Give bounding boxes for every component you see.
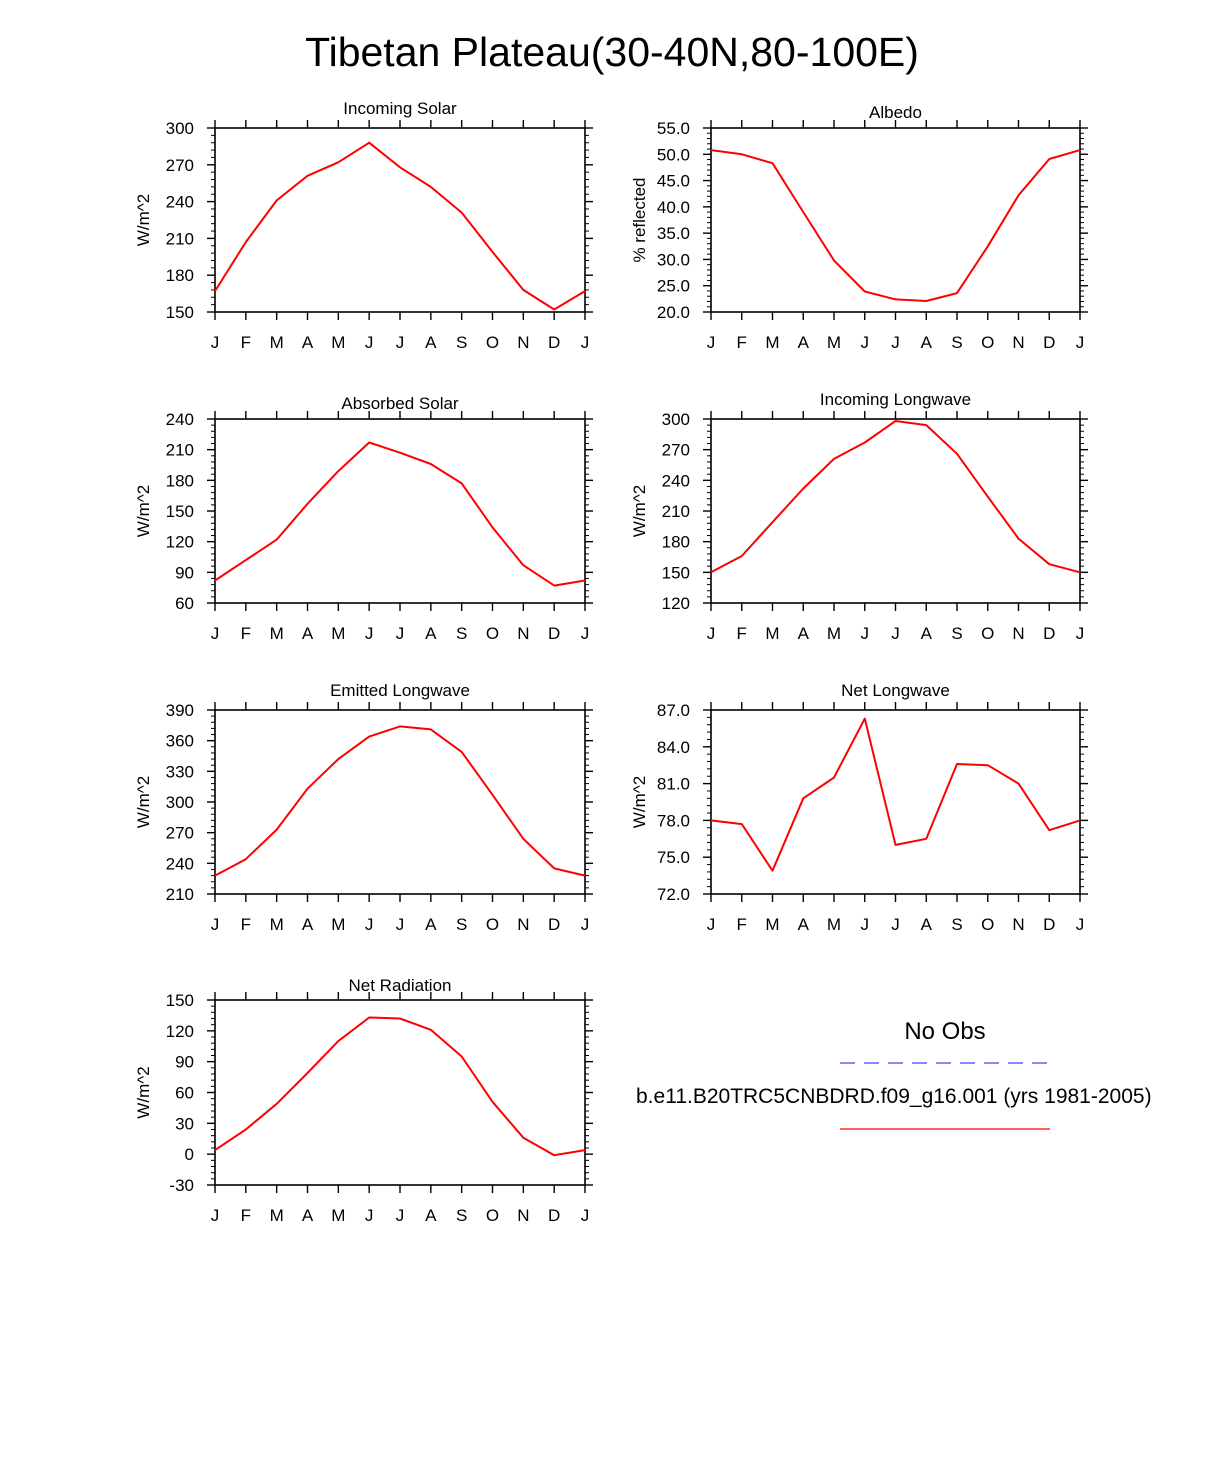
y-tick-label: 180 (661, 532, 690, 552)
x-tick-label: J (580, 1206, 590, 1225)
x-tick-label: A (425, 915, 437, 934)
y-tick-label: 210 (165, 885, 194, 904)
y-tick-label: 360 (165, 731, 194, 751)
x-tick-label: J (364, 915, 374, 934)
x-tick-label: J (1075, 333, 1085, 352)
y-tick-label: 90 (175, 563, 194, 583)
x-tick-label: A (301, 624, 314, 643)
x-tick-label: S (455, 333, 468, 352)
x-tick-label: A (920, 624, 932, 643)
y-tick-label: 240 (165, 192, 194, 212)
x-tick-label: O (981, 333, 995, 352)
y-tick-label: 45.0 (656, 171, 690, 191)
x-tick-label: M (826, 915, 842, 934)
x-tick-label: O (485, 333, 500, 352)
y-tick-label: 210 (165, 229, 194, 249)
y-tick-label: 210 (165, 440, 194, 460)
x-tick-label: N (517, 333, 530, 352)
y-tick-label: 270 (661, 440, 690, 460)
x-tick-label: J (860, 915, 869, 934)
x-tick-label: J (210, 624, 220, 643)
y-tick-label: 120 (165, 1021, 194, 1041)
y-tick-label: 60 (175, 1083, 194, 1103)
x-tick-label: D (548, 624, 561, 643)
x-tick-label: F (240, 333, 252, 352)
x-tick-label: S (455, 624, 468, 643)
x-tick-label: N (1012, 624, 1025, 643)
x-tick-label: M (765, 333, 780, 352)
x-tick-label: J (210, 1206, 220, 1225)
legend-model-label: b.e11.B20TRC5CNBDRD.f09_g16.001 (yrs 1981-2005) (636, 1085, 1152, 1108)
chart-title: Net Radiation (348, 976, 452, 995)
x-tick-label: M (269, 915, 284, 934)
x-tick-label: M (331, 624, 346, 643)
x-tick-label: A (920, 333, 932, 352)
x-tick-label: A (797, 915, 809, 934)
x-tick-label: J (580, 624, 590, 643)
y-tick-label: 270 (165, 823, 194, 843)
x-tick-label: J (395, 624, 405, 643)
x-tick-label: J (364, 624, 374, 643)
x-tick-label: N (1012, 915, 1025, 934)
x-tick-label: D (1043, 333, 1056, 352)
x-tick-label: M (765, 915, 780, 934)
x-tick-label: J (860, 624, 869, 643)
chart-title: Absorbed Solar (341, 394, 459, 413)
y-tick-label: 84.0 (656, 737, 690, 757)
y-tick-label: 300 (165, 793, 194, 812)
y-tick-label: 120 (661, 594, 690, 613)
y-tick-label: 30 (175, 1114, 194, 1134)
x-tick-label: N (517, 624, 530, 643)
x-tick-label: F (240, 1206, 252, 1225)
x-tick-label: O (485, 624, 500, 643)
y-tick-label: 240 (165, 410, 194, 429)
x-tick-label: O (981, 624, 995, 643)
y-tick-label: 20.0 (656, 303, 690, 322)
x-tick-label: J (395, 333, 405, 352)
figure-title: Tibetan Plateau(30-40N,80-100E) (305, 29, 919, 75)
x-tick-label: J (210, 915, 220, 934)
x-tick-label: M (269, 1206, 284, 1225)
x-tick-label: J (580, 333, 590, 352)
x-tick-label: N (1012, 333, 1025, 352)
x-tick-label: F (240, 915, 252, 934)
x-tick-label: S (951, 333, 963, 352)
x-tick-label: A (797, 333, 809, 352)
y-tick-label: 240 (165, 854, 194, 874)
chart-title: Net Longwave (841, 681, 950, 700)
x-tick-label: A (301, 1206, 314, 1225)
x-tick-label: M (331, 333, 346, 352)
x-tick-label: J (1075, 624, 1085, 643)
x-tick-label: O (981, 915, 995, 934)
y-axis-label: W/m^2 (630, 484, 649, 538)
x-tick-label: J (580, 915, 590, 934)
y-axis-label: W/m^2 (134, 775, 153, 829)
x-tick-label: S (455, 915, 468, 934)
y-tick-label: 35.0 (656, 224, 690, 244)
y-tick-label: 330 (165, 762, 194, 782)
y-tick-label: 75.0 (656, 848, 690, 868)
y-tick-label: 55.0 (656, 119, 690, 138)
x-tick-label: J (364, 1206, 374, 1225)
chart-title: Incoming Longwave (819, 390, 972, 409)
x-tick-label: D (548, 915, 561, 934)
x-tick-label: F (240, 624, 252, 643)
x-tick-label: F (736, 915, 747, 934)
x-tick-label: A (425, 1206, 437, 1225)
y-tick-label: 50.0 (656, 145, 690, 165)
x-tick-label: J (395, 1206, 405, 1225)
y-tick-label: 180 (165, 266, 194, 286)
y-tick-label: -30 (169, 1176, 194, 1195)
x-tick-label: M (269, 333, 284, 352)
x-tick-label: J (706, 333, 716, 352)
y-axis-label: W/m^2 (134, 484, 153, 538)
x-tick-label: A (425, 624, 437, 643)
x-tick-label: O (485, 1206, 500, 1225)
y-tick-label: 25.0 (656, 276, 690, 296)
x-tick-label: S (951, 624, 963, 643)
y-axis-label: % reflected (630, 177, 649, 263)
x-tick-label: J (891, 624, 900, 643)
x-tick-label: M (826, 333, 842, 352)
x-tick-label: A (425, 333, 437, 352)
y-tick-label: 150 (661, 563, 690, 583)
y-axis-label: W/m^2 (134, 1066, 153, 1119)
y-tick-label: 72.0 (656, 885, 690, 904)
y-tick-label: 120 (165, 532, 194, 552)
x-tick-label: J (706, 624, 716, 643)
x-tick-label: N (517, 1206, 530, 1225)
y-tick-label: 300 (661, 410, 690, 429)
y-axis-label: W/m^2 (630, 775, 649, 829)
x-tick-label: J (1075, 915, 1085, 934)
x-tick-label: M (765, 624, 780, 643)
x-tick-label: F (736, 624, 747, 643)
y-tick-label: 270 (165, 155, 194, 175)
x-tick-label: J (210, 333, 220, 352)
y-tick-label: 300 (165, 119, 194, 138)
x-tick-label: A (797, 624, 809, 643)
y-tick-label: 150 (165, 991, 194, 1010)
x-tick-label: M (826, 624, 842, 643)
x-tick-label: O (485, 915, 500, 934)
chart-title: Albedo (869, 103, 922, 122)
x-tick-label: S (455, 1206, 468, 1225)
x-tick-label: J (395, 915, 405, 934)
x-tick-label: J (364, 333, 374, 352)
y-tick-label: 240 (661, 471, 690, 491)
y-tick-label: 150 (165, 303, 194, 322)
y-tick-label: 40.0 (656, 197, 690, 217)
y-tick-label: 60 (175, 594, 194, 613)
x-tick-label: A (301, 333, 314, 352)
y-tick-label: 81.0 (656, 774, 690, 794)
y-tick-label: 87.0 (656, 701, 690, 720)
x-tick-label: M (269, 624, 284, 643)
y-tick-label: 0 (184, 1145, 194, 1165)
y-tick-label: 180 (165, 471, 194, 491)
y-tick-label: 78.0 (656, 811, 690, 831)
x-tick-label: D (548, 1206, 561, 1225)
x-tick-label: D (548, 333, 561, 352)
x-tick-label: D (1043, 624, 1056, 643)
y-tick-label: 30.0 (656, 250, 690, 270)
x-tick-label: J (706, 915, 716, 934)
y-tick-label: 390 (165, 701, 194, 720)
x-tick-label: M (331, 1206, 346, 1225)
x-tick-label: N (517, 915, 530, 934)
legend-obs-label: No Obs (904, 1018, 986, 1045)
chart-title: Emitted Longwave (330, 681, 470, 700)
x-tick-label: A (920, 915, 932, 934)
x-tick-label: F (736, 333, 747, 352)
x-tick-label: S (951, 915, 963, 934)
y-tick-label: 90 (175, 1052, 194, 1072)
y-axis-label: W/m^2 (134, 193, 153, 247)
chart-title: Incoming Solar (343, 99, 457, 118)
x-tick-label: A (301, 915, 314, 934)
x-tick-label: J (860, 333, 869, 352)
y-tick-label: 150 (165, 502, 194, 521)
y-tick-label: 210 (661, 502, 690, 521)
x-tick-label: D (1043, 915, 1056, 934)
x-tick-label: J (891, 915, 900, 934)
x-tick-label: J (891, 333, 900, 352)
x-tick-label: M (331, 915, 346, 934)
